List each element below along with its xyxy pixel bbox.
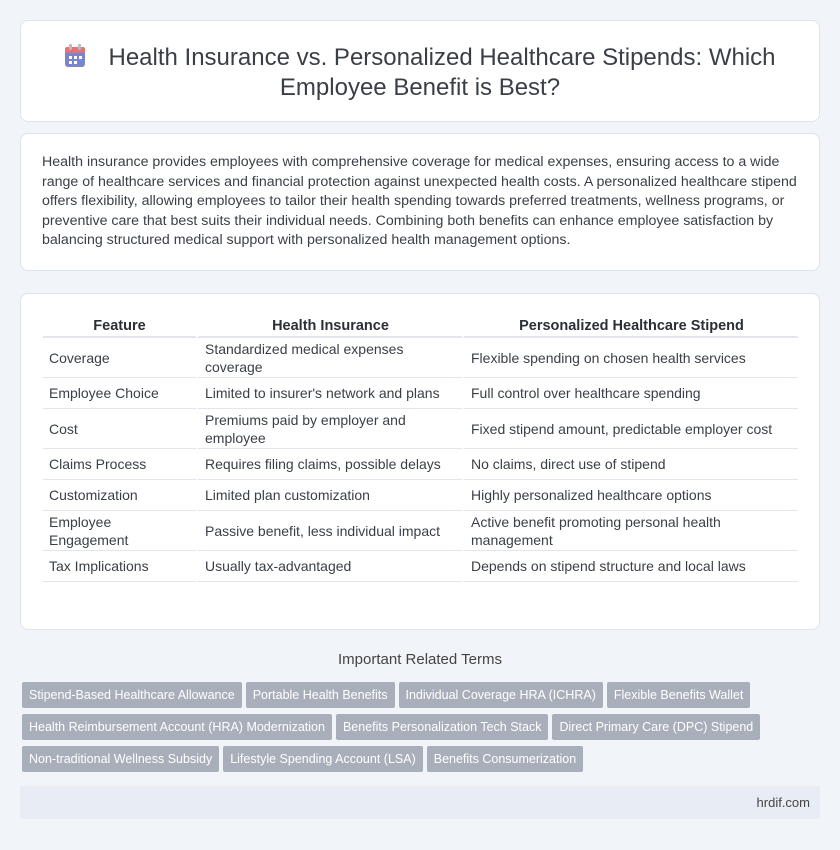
footer-site-link[interactable]: hrdif.com (756, 795, 810, 810)
insurance-cell: Usually tax-advantaged (196, 551, 462, 582)
table-header-row (43, 314, 798, 338)
header-stipend: Personalized Healthcare Stipend (462, 314, 798, 338)
related-term-tag[interactable]: Health Reimbursement Account (HRA) Modernization (22, 714, 332, 740)
comparison-card (20, 293, 820, 630)
insurance-cell: Requires filing claims, possible delays (196, 449, 462, 480)
header-health-insurance: Health Insurance (196, 314, 462, 338)
table-row (43, 480, 798, 511)
insurance-cell: Premiums paid by employer and employee (196, 409, 462, 449)
intro-card (20, 133, 820, 271)
related-term-tag[interactable]: Benefits Personalization Tech Stack (336, 714, 549, 740)
table-row (43, 409, 798, 449)
title-card (20, 20, 820, 122)
related-term-tag[interactable]: Direct Primary Care (DPC) Stipend (552, 714, 760, 740)
stipend-cell: Depends on stipend structure and local laws (462, 551, 798, 582)
related-terms-heading: Important Related Terms (338, 651, 502, 668)
table-row (43, 378, 798, 409)
stipend-cell: Fixed stipend amount, predictable employer cost (462, 409, 798, 449)
stipend-cell: Flexible spending on chosen health services (462, 338, 798, 378)
stipend-cell: Full control over healthcare spending (462, 378, 798, 409)
related-term-tag[interactable]: Lifestyle Spending Account (LSA) (223, 746, 423, 772)
header-feature: Feature (43, 314, 196, 338)
feature-cell: Coverage (43, 338, 196, 378)
feature-cell: Employee Engagement (43, 511, 196, 551)
related-term-tag[interactable]: Benefits Consumerization (427, 746, 583, 772)
title-line-1: Health Insurance vs. Personalized Healthcare Stipends: Which (108, 44, 776, 71)
insurance-cell: Passive benefit, less individual impact (196, 511, 462, 551)
related-term-tag[interactable]: Individual Coverage HRA (ICHRA) (399, 682, 603, 708)
stipend-cell: Active benefit promoting personal health management (462, 511, 798, 551)
page-title (21, 43, 819, 103)
table-row (43, 449, 798, 480)
footer (20, 786, 820, 819)
related-term-tag[interactable]: Non-traditional Wellness Subsidy (22, 746, 219, 772)
feature-cell: Customization (43, 480, 196, 511)
calendar-icon (64, 44, 86, 68)
comparison-table (43, 314, 798, 582)
related-term-tag[interactable]: Flexible Benefits Wallet (607, 682, 750, 708)
intro-paragraph: Health insurance provides employees with comprehensive coverage for medical expenses, ensuring access to a wide range of healthcare services and financial protection against unexpected health costs. A personalized healthcare stipend offers flexibility, allowing employees to tailor their health spending towards preferred treatments, wellness programs, or preventive care that best suits their individual needs. Combining both benefits can enhance employee satisfaction by balancing structured medical support with personalized health management options. (42, 154, 797, 249)
stipend-cell: No claims, direct use of stipend (462, 449, 798, 480)
feature-cell: Cost (43, 409, 196, 449)
insurance-cell: Limited plan customization (196, 480, 462, 511)
related-term-tag[interactable]: Stipend-Based Healthcare Allowance (22, 682, 242, 708)
related-term-tag[interactable]: Portable Health Benefits (246, 682, 395, 708)
table-row (43, 551, 798, 582)
table-row (43, 511, 798, 551)
title-line-2: Employee Benefit is Best? (279, 74, 561, 101)
feature-cell: Tax Implications (43, 551, 196, 582)
feature-cell: Claims Process (43, 449, 196, 480)
insurance-cell: Standardized medical expenses coverage (196, 338, 462, 378)
table-row (43, 338, 798, 378)
insurance-cell: Limited to insurer's network and plans (196, 378, 462, 409)
related-terms-list (22, 682, 822, 778)
stipend-cell: Highly personalized healthcare options (462, 480, 798, 511)
feature-cell: Employee Choice (43, 378, 196, 409)
